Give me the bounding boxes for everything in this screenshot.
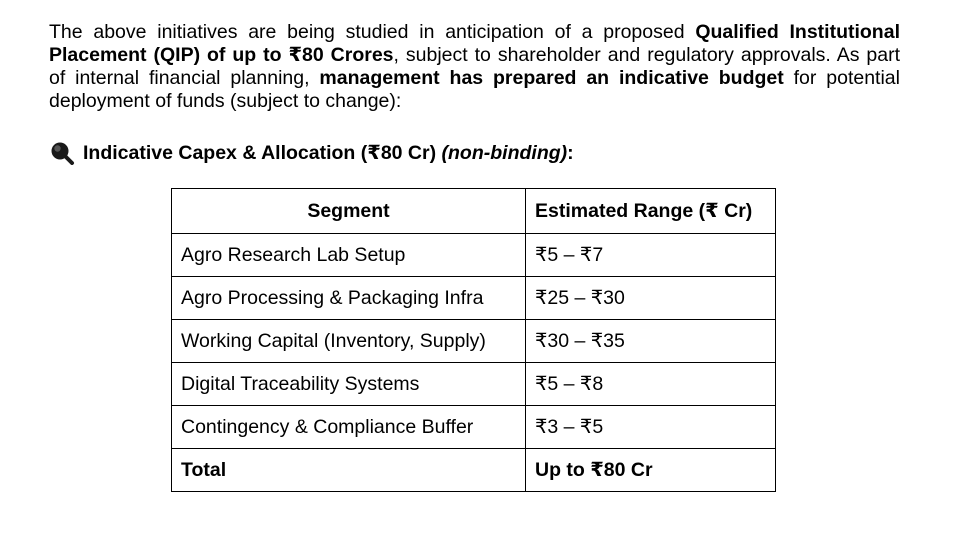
segment-cell: Working Capital (Inventory, Supply)	[172, 320, 526, 363]
range-cell: ₹5 – ₹8	[526, 363, 776, 406]
range-cell: ₹5 – ₹7	[526, 234, 776, 277]
segment-cell: Agro Processing & Packaging Infra	[172, 277, 526, 320]
header-range: Estimated Range (₹ Cr)	[526, 189, 776, 234]
intro-bold-budget: management has prepared an indicative budget	[319, 67, 784, 89]
total-value: Up to ₹80 Cr	[526, 449, 776, 492]
intro-text-3: for potential deployment of funds (subject to change):	[49, 67, 900, 112]
table-row	[172, 406, 776, 449]
table-row	[172, 363, 776, 406]
header-segment: Segment	[172, 189, 526, 234]
segment-cell: Contingency & Compliance Buffer	[172, 406, 526, 449]
table-header-row	[172, 189, 776, 234]
intro-bold-qip: Qualified Institutional Placement (QIP) of up to ₹80 Crores	[49, 21, 900, 66]
range-cell: ₹25 – ₹30	[526, 277, 776, 320]
table-row	[172, 234, 776, 277]
total-label: Total	[172, 449, 526, 492]
intro-text-1: The above initiatives are being studied in anticipation of a proposed	[49, 21, 696, 43]
segment-cell: Digital Traceability Systems	[172, 363, 526, 406]
allocation-heading	[49, 141, 574, 165]
magnifier-icon	[49, 141, 75, 165]
range-cell: ₹30 – ₹35	[526, 320, 776, 363]
heading-text: Indicative Capex & Allocation (₹80 Cr)	[83, 142, 437, 164]
heading-suffix: :	[567, 142, 574, 164]
intro-text-2: , subject to shareholder and regulatory approvals. As part of internal financial planning,	[49, 44, 900, 89]
table-row	[172, 277, 776, 320]
intro-paragraph	[49, 21, 900, 113]
total-row	[172, 449, 776, 492]
table-row	[172, 320, 776, 363]
allocation-table	[171, 188, 776, 492]
heading-italic: (non-binding)	[441, 142, 568, 164]
segment-cell: Agro Research Lab Setup	[172, 234, 526, 277]
range-cell: ₹3 – ₹5	[526, 406, 776, 449]
